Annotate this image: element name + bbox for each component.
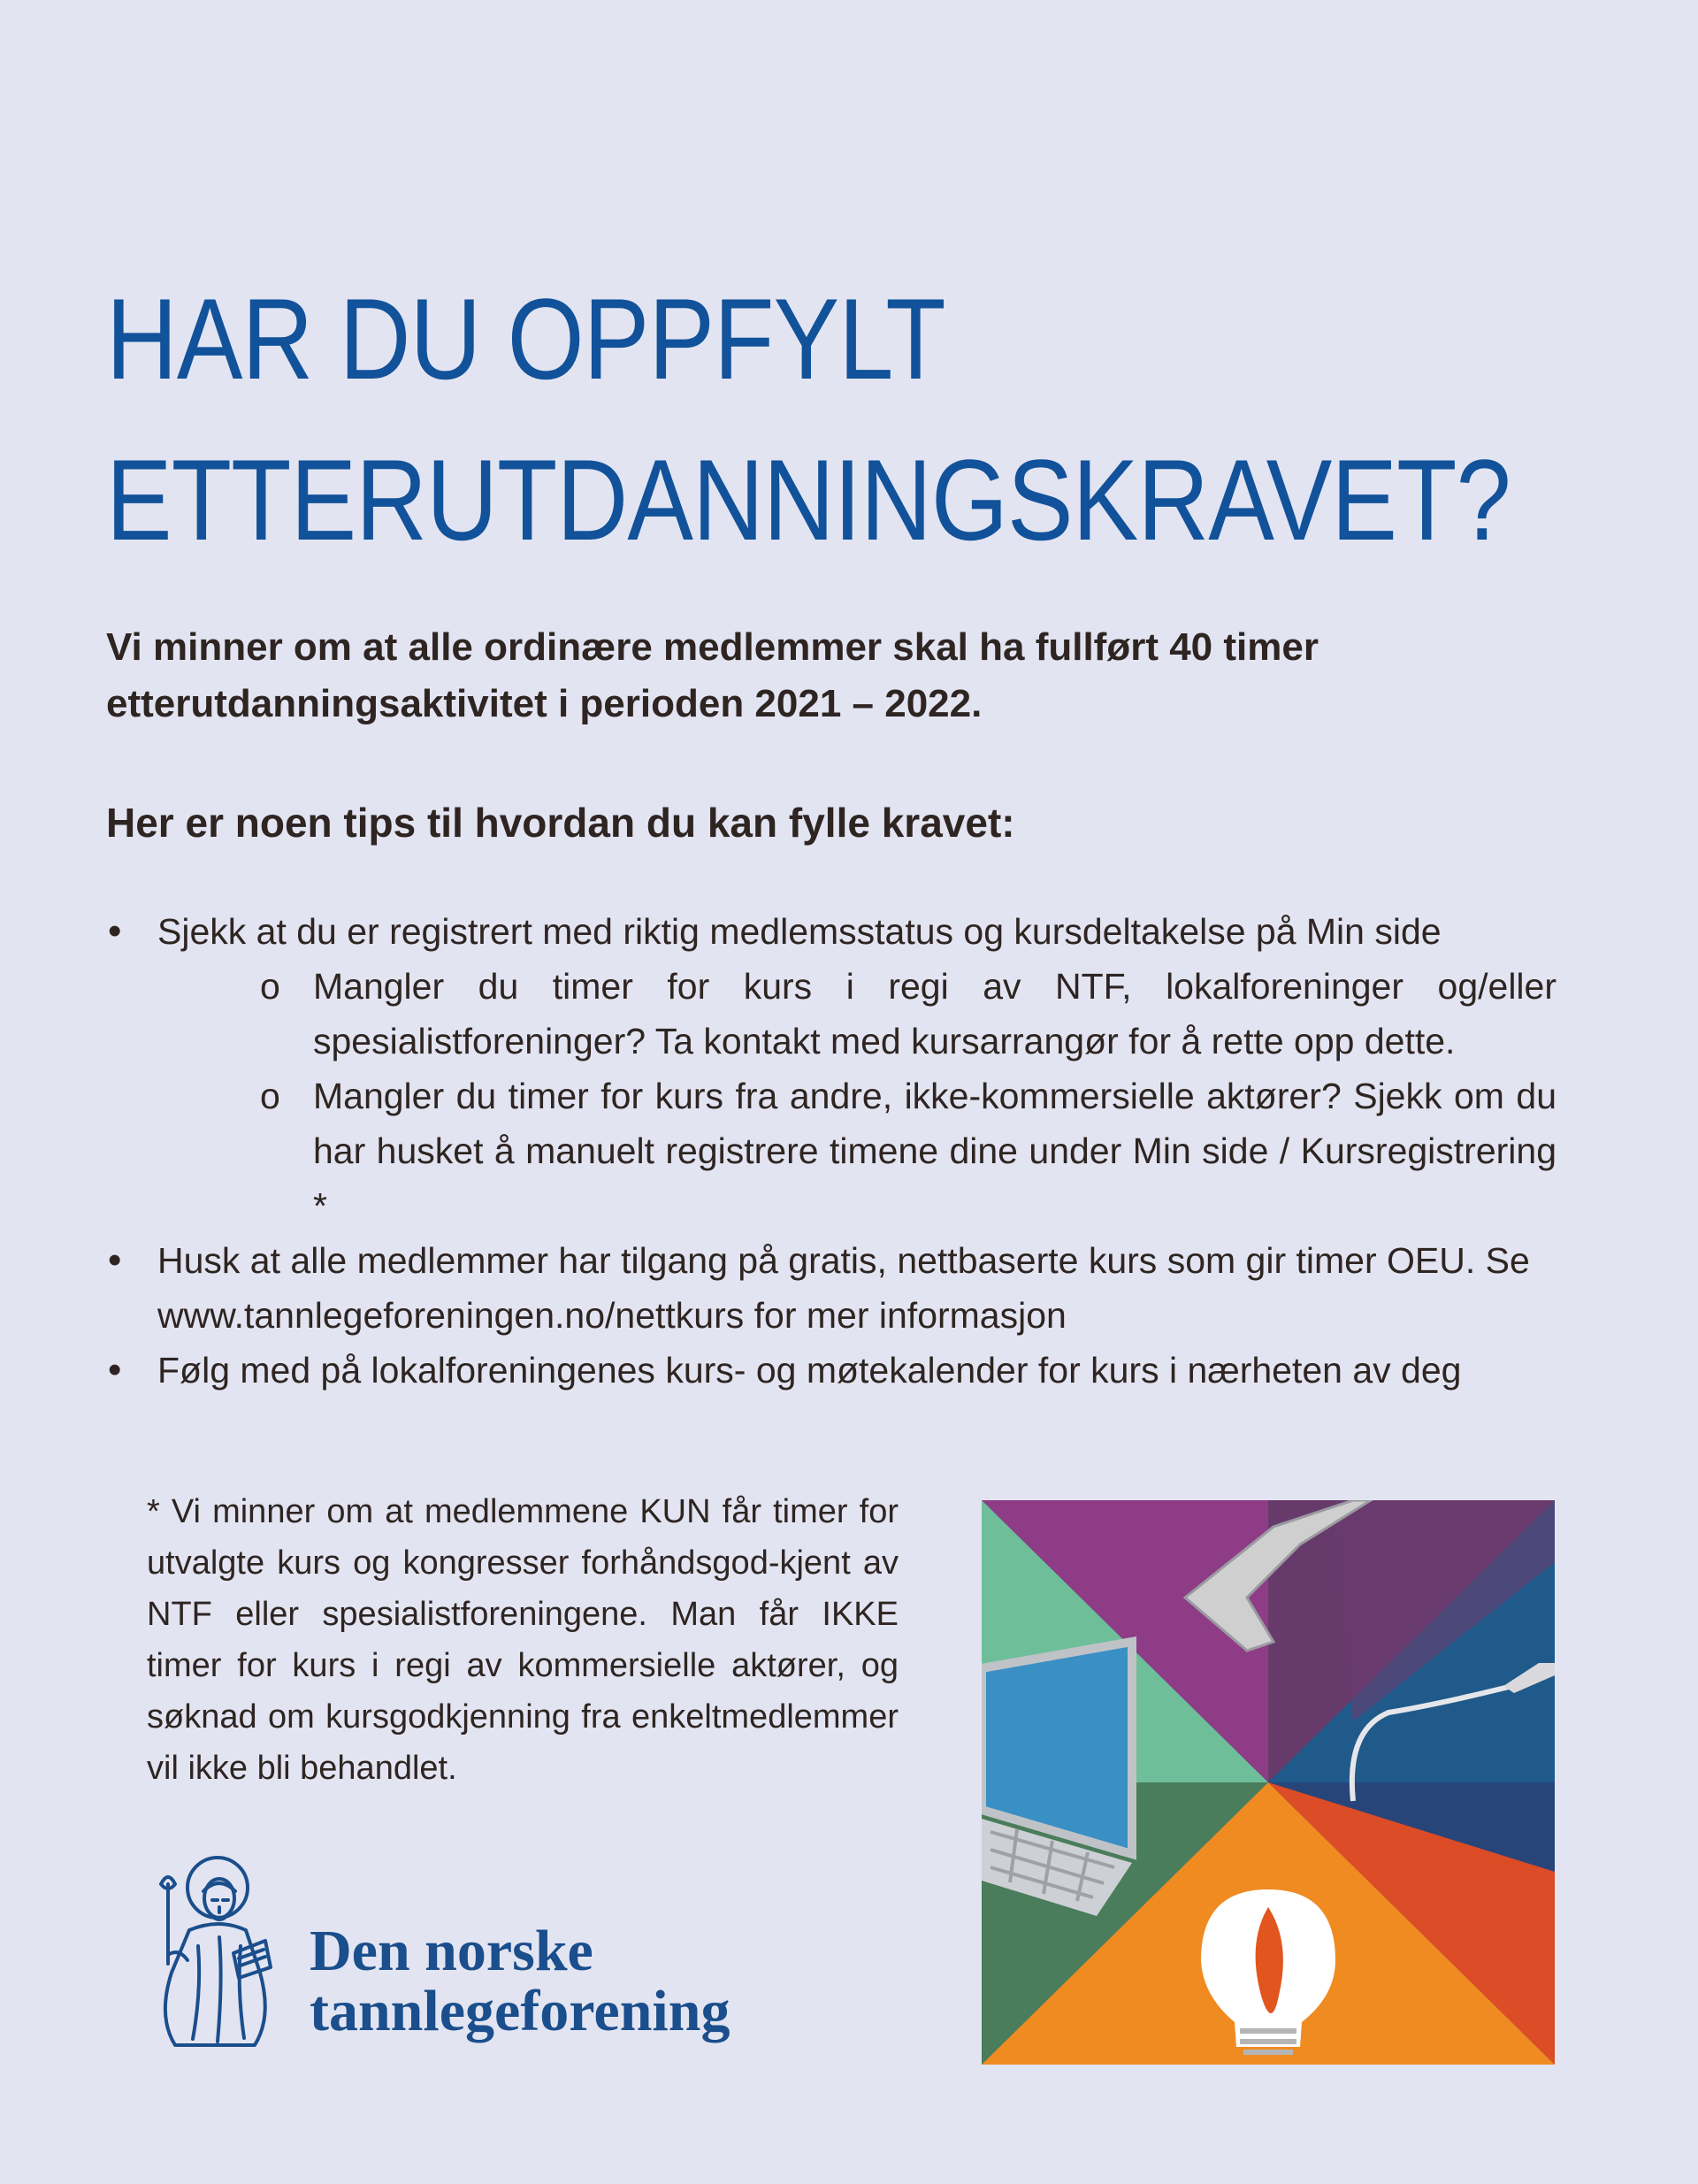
logo-line1: Den norske (310, 1919, 593, 1983)
list-item (106, 1343, 1556, 1398)
bullet-icon: • (108, 1238, 122, 1282)
sub-list (157, 959, 1556, 1233)
sub-bullet-icon: o (260, 966, 280, 1007)
tip-text: Husk at alle medlemmer har tilgang på gratis, nettbaserte kurs som gir timer OEU. Se www.tannlegeforeningen.no/nettkurs for mer informasjon (157, 1240, 1530, 1336)
logo-line2: tannlegeforening (310, 1979, 730, 2043)
page-title (106, 258, 1511, 580)
bullet-icon: • (108, 909, 122, 953)
tips-list (106, 904, 1556, 1398)
tip-text: Følg med på lokalforeningenes kurs- og møtekalender for kurs i nærheten av deg (157, 1350, 1462, 1391)
dental-tools-laptop-lightbulb-illustration (982, 1500, 1555, 2065)
ntf-logo (149, 1849, 821, 2079)
bullet-icon: • (108, 1348, 122, 1391)
sub-tip-text: Mangler du timer for kurs i regi av NTF, lokalforeninger og/eller spesialistforeninger? Ta kontakt med kursarrangør for å rette opp dette. (313, 966, 1556, 1061)
sub-bullet-icon: o (260, 1076, 280, 1116)
tips-heading: Her er noen tips til hvordan du kan fylle kravet: (106, 800, 1015, 846)
logo-wordmark (310, 1921, 730, 2042)
list-item (106, 1233, 1556, 1343)
tip-text: Sjekk at du er registrert med riktig medlemsstatus og kursdeltakelse på Min side (157, 911, 1442, 952)
sub-tip-text: Mangler du timer for kurs fra andre, ikke-kommersielle aktører? Sjekk om du har husket å manuelt registrere timene dine under Min side / Kursregistrering * (313, 1076, 1556, 1226)
sub-list-item (157, 1069, 1556, 1233)
intro-text: Vi minner om at alle ordinære medlemmer skal ha fullført 40 timer etterutdanningsaktivitet i perioden 2021 – 2022. (106, 625, 1319, 725)
saint-apollonia-emblem-icon (149, 1849, 281, 2052)
footnote: * Vi minner om at medlemmene KUN får timer for utvalgte kurs og kongresser forhåndsgod-kjent av NTF eller spesialistforeningene. Man får IKKE timer for kurs i regi av kommersielle aktører, og søknad om kursgodkjenning fra enkeltmedlemmer vil ikke bli behandlet. (147, 1493, 899, 1787)
sub-list-item (157, 959, 1556, 1069)
page-title-line2: ETTERUTDANNINGSKRAVET? (106, 435, 1511, 564)
page-title-line1: HAR DU OPPFYLT (106, 274, 945, 403)
list-item (106, 904, 1556, 1233)
